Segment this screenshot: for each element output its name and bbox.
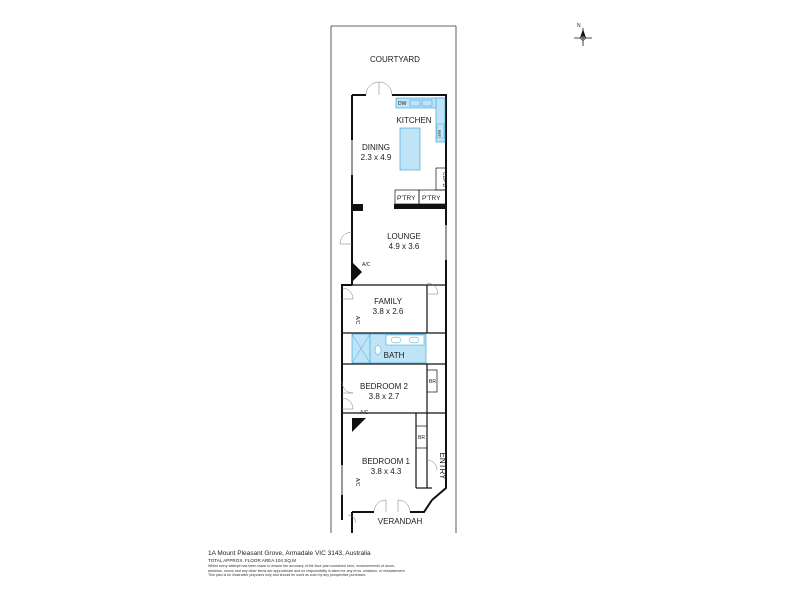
room-label-bath: BATH bbox=[383, 351, 405, 360]
disclaimer-line: Whilst every attempt has been made to ensure the accuracy of the floor plan contained here, measurements of doors, bbox=[208, 564, 395, 568]
door-icon bbox=[379, 82, 392, 95]
disclaimer-line: This plan is for illustrative purposes only and should be used as such by any prospective purchaser. bbox=[208, 573, 367, 578]
disclaimer-line: windows, rooms and any other items are approximate and no responsibility is taken for any error, omission, or misstatement. bbox=[208, 568, 406, 573]
plan-footer bbox=[208, 550, 508, 578]
door-icon bbox=[427, 460, 437, 470]
total-floor-area: TOTAL APPROX. FLOOR AREA 104 SQ.M bbox=[208, 558, 296, 563]
room-label-lounge: LOUNGE bbox=[387, 232, 421, 241]
fixture-label-dw: DW bbox=[398, 101, 407, 107]
fixture-label-cupboard: CUP'D bbox=[441, 172, 447, 188]
room-labels bbox=[360, 55, 447, 526]
door-icon bbox=[366, 82, 379, 95]
door-icon bbox=[342, 382, 353, 393]
room-label-family: FAMILY bbox=[374, 297, 402, 306]
property-address: 1A Mount Pleasant Grove, Armadale VIC 3143, Australia bbox=[208, 550, 371, 557]
room-label-bedroom-2: BEDROOM 2 bbox=[359, 382, 409, 391]
door-icon bbox=[340, 232, 352, 244]
door-icon bbox=[398, 500, 410, 512]
room-label-entry: ENTRY bbox=[438, 452, 447, 480]
kitchen-island bbox=[400, 128, 420, 170]
room-label-bedroom-1: BEDROOM 1 bbox=[361, 457, 411, 466]
door-icon bbox=[342, 288, 353, 299]
vanity-icon bbox=[386, 335, 424, 345]
room-label-kitchen: KITCHEN bbox=[396, 116, 432, 125]
fixture-label-pantry-left: P'TRY bbox=[397, 195, 416, 202]
toilet-icon bbox=[375, 346, 381, 355]
room-label-verandah: VERANDAH bbox=[377, 517, 423, 526]
fixture-label-ref: REF bbox=[437, 130, 441, 137]
fixture-label-pantry-right: P'TRY bbox=[422, 195, 441, 202]
fixture-label-ac-bedroom-2: A/C bbox=[360, 410, 369, 416]
compass bbox=[574, 23, 592, 46]
room-dimension-lounge: 4.9 x 3.6 bbox=[388, 242, 420, 251]
fixture-label-ac-lounge: A/C bbox=[362, 262, 371, 268]
fixture-label-ac-bedroom-1: A/C bbox=[354, 478, 360, 487]
room-dimension-bedroom-1: 3.8 x 4.3 bbox=[370, 467, 402, 476]
fixture-label-ac-family: A/C bbox=[354, 316, 360, 325]
room-dimension-family: 3.8 x 2.6 bbox=[372, 307, 404, 316]
fixture-label-robe-bedroom-1: BR bbox=[418, 435, 425, 441]
door-icon bbox=[342, 398, 353, 409]
door-icon bbox=[374, 500, 386, 512]
room-label-courtyard: COURTYARD bbox=[370, 55, 420, 64]
room-label-dining: DINING bbox=[362, 143, 390, 152]
room-dimension-dining: 2.3 x 4.9 bbox=[360, 153, 392, 162]
compass-north-label: N bbox=[577, 23, 581, 29]
fixture-label-robe-bedroom-2: BR bbox=[429, 379, 436, 385]
room-dimension-bedroom-2: 3.8 x 2.7 bbox=[368, 392, 400, 401]
